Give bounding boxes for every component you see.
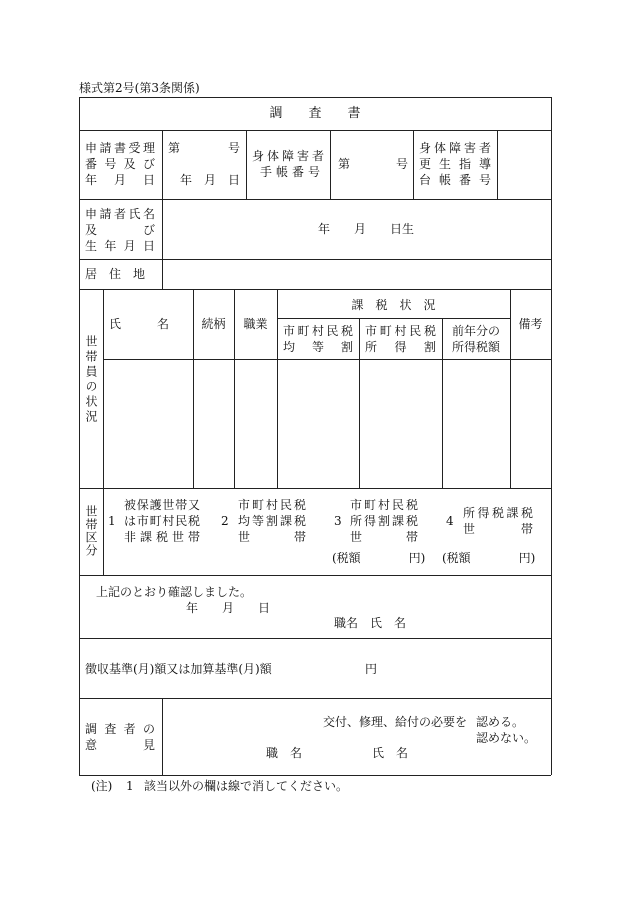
class-option-3: 市町村民税 所得割課税 世 帯 [350, 498, 418, 544]
investigator-reject: 認めない。 [476, 731, 537, 745]
confirmation-date: 年 月 日 [186, 601, 271, 615]
handbook-no-suffix: 号 [396, 157, 409, 171]
col-tax-status: 課 税 状 況 [351, 298, 436, 312]
col-tax-equal: 市町村民税 均 等 割 [283, 324, 353, 354]
receipt-no-prefix: 第 [168, 141, 181, 155]
class-option-2: 市町村民税 均等割課税 世 帯 [238, 498, 306, 544]
receipt-label: 申請書受理 番号及び 年 月 日 [85, 141, 155, 187]
investigator-approve: 認める。 [476, 715, 525, 729]
col-tax-income: 市町村民税 所 得 割 [365, 324, 436, 354]
base-amount-unit: 円 [365, 662, 378, 676]
col-name: 氏 名 [109, 317, 170, 331]
class-option-4: 所得税課税 世 帯 [463, 506, 533, 536]
investigator-official-name: 氏 名 [372, 746, 409, 760]
investigator-label: 調査者の 意 見 [85, 722, 155, 752]
class-option-4-num: 4 [446, 514, 454, 528]
class-option-1-num: 1 [108, 514, 116, 528]
receipt-no-suffix: 号 [228, 141, 241, 155]
confirmation-official: 職名 氏 名 [334, 616, 407, 630]
household-status-label: 世帯員の状況 [84, 335, 98, 425]
col-prev-income-tax: 前年分の 所得税額 [451, 324, 500, 354]
investigator-official-title: 職 名 [266, 746, 303, 760]
form-label: 様式第2号(第3条関係) [79, 81, 200, 95]
tax-amount-4: (税額 円) [442, 551, 536, 565]
note-num: 1 [126, 779, 134, 793]
confirmation-text: 上記のとおり確認しました。 [96, 585, 253, 599]
note-text: 該当以外の欄は線で消してください。 [144, 779, 349, 793]
page-title: 調 査 書 [269, 106, 361, 121]
col-occupation: 職業 [243, 317, 268, 331]
tax-amount-3: (税額 円) [332, 551, 426, 565]
note-label: (注) [91, 779, 113, 793]
base-amount-label: 徴収基準(月)額又は加算基準(月)額 [85, 662, 272, 676]
col-relation: 続柄 [201, 317, 226, 331]
class-option-3-num: 3 [334, 514, 342, 528]
birth-date: 年 月 日生 [318, 222, 415, 236]
receipt-date: 年 月 日 [180, 173, 241, 187]
class-option-1: 被保護世帯又 は市町村民税 非課税世帯 [124, 498, 200, 544]
residence-label: 居 住 地 [85, 267, 146, 281]
applicant-label: 申請者氏名 及 び 生年月日 [85, 207, 155, 253]
handbook-label: 身体障害者 手帳番号 [252, 149, 324, 179]
investigator-necessity: 交付、修理、給付の必要を [323, 715, 468, 729]
handbook-no-prefix: 第 [338, 157, 351, 171]
class-option-2-num: 2 [221, 514, 229, 528]
guidance-label: 身体障害者 更生指導 台帳番号 [419, 141, 491, 187]
col-remarks: 備考 [518, 317, 543, 331]
household-class-label: 世帯区分 [84, 505, 98, 557]
